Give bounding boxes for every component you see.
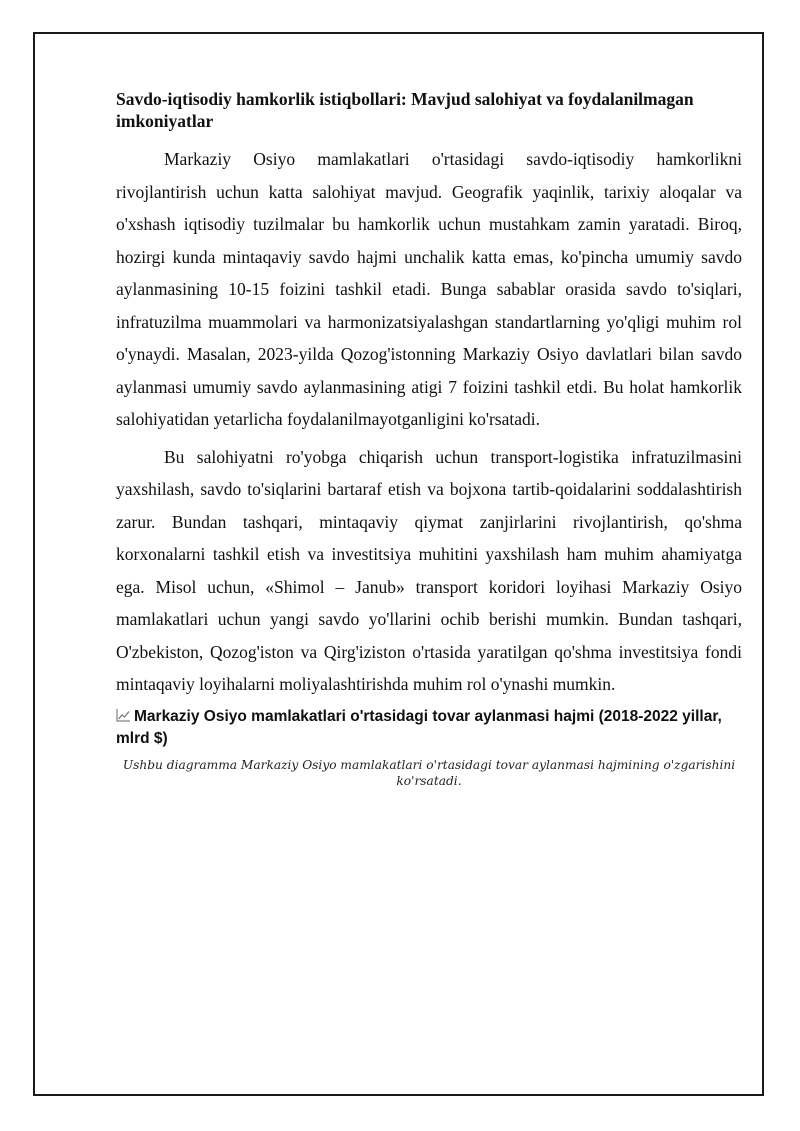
paragraph-2: Bu salohiyatni ro'yobga chiqarish uchun transport-logistika infratuzilmasini yaxshilash, savdo to'siqlarini bartaraf etish va bojxona tartib-qoidalarini soddalashtirish zarur. Bundan tashqari, mintaqaviy qiymat zanjirlarini rivojlantirish, qo'shma korxonalarni tashkil etish va investitsiya muhitini yaxshilash ham muhim ahamiyatga ega. Misol uchun, «Shimol – Janub» transport koridori loyihasi Markaziy Osiyo mamlakatlari uchun yangi savdo yo'llarini ochib berishi mumkin. Bundan tashqari, O'zbekiston, Qozog'iston va Qirg'iziston o'rtasida yaratilgan qo'shma investitsiya fondi mintaqaviy loyihalarni moliyalashtirishda muhim rol o'ynashi mumkin. (116, 446, 742, 694)
figure-caption (116, 706, 742, 750)
section-heading: Savdo-iqtisodiy hamkorlik istiqbollari: Mavjud salohiyat va foydalanilmagan imkoniyatlar (116, 89, 694, 131)
figure-note: Ushbu diagramma Markaziy Osiyo mamlakatlari o'rtasidagi tovar aylanmasi hajmining o'zgarishini ko'rsatadi. (122, 757, 736, 788)
document-body (116, 88, 742, 789)
chart-increasing-icon (116, 707, 131, 720)
paragraph-1: Markaziy Osiyo mamlakatlari o'rtasidagi savdo-iqtisodiy hamkorlikni rivojlantirish uchun katta salohiyat mavjud. Geografik yaqinlik, tarixiy aloqalar va o'xshash iqtisodiy tuzilmalar bu hamkorlik uchun mustahkam zamin yaratadi. Biroq, hozirgi kunda mintaqaviy savdo hajmi unchalik katta emas, ko'pincha umumiy savdo aylanmasining 10-15 foizini tashkil etadi. Bunga sabablar orasida savdo to'siqlari, infratuzilma muammolari va harmonizatsiyalashgan standartlarning yo'qligi muhim rol o'ynaydi. Masalan, 2023-yilda Qozog'istonning Markaziy Osiyo davlatlari bilan savdo aylanmasi umumiy savdo aylanmasining atigi 7 foizini tashkil etdi. Bu holat hamkorlik salohiyatidan yetarlicha foydalanilmayotganligini ko'rsatadi. (116, 149, 742, 429)
figure-caption-text: Markaziy Osiyo mamlakatlari o'rtasidagi tovar aylanmasi hajmi (2018-2022 yillar, mlrd $) (116, 707, 722, 747)
